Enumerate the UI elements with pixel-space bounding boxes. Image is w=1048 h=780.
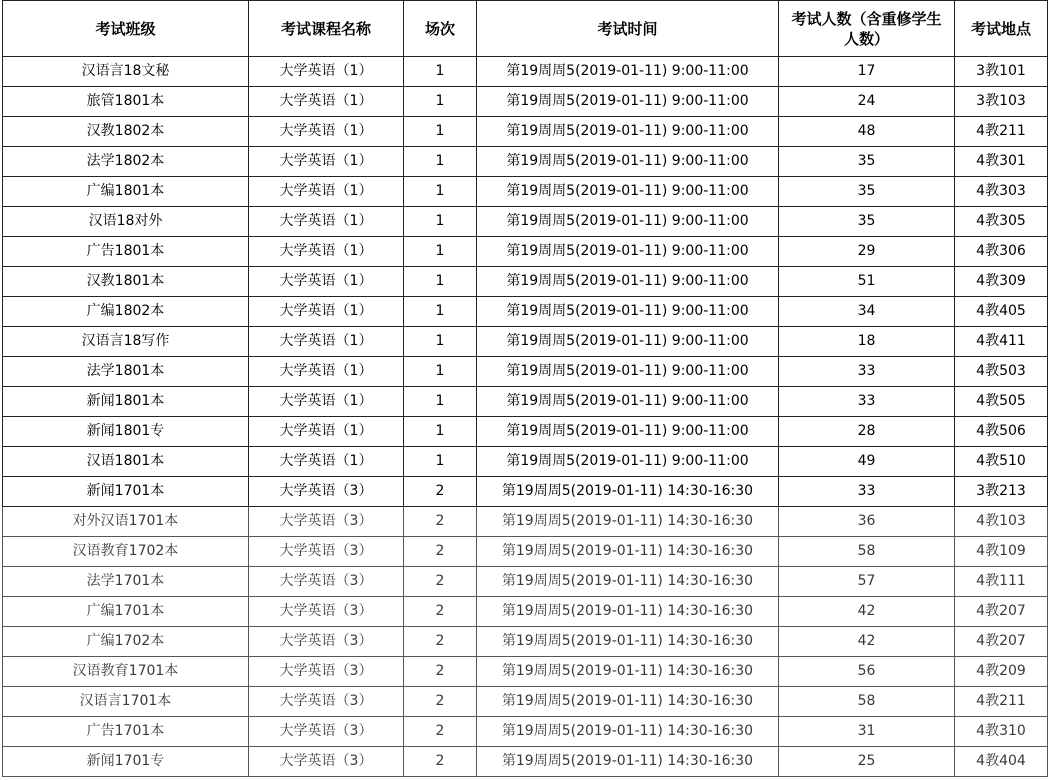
cell-count: 34 xyxy=(779,297,955,327)
cell-location: 4教309 xyxy=(955,267,1048,297)
cell-location: 4教503 xyxy=(955,357,1048,387)
table-row xyxy=(3,567,1048,597)
cell-class: 汉语言18文秘 xyxy=(3,57,249,87)
cell-time: 第19周周5(2019-01-11) 9:00-11:00 xyxy=(477,297,779,327)
cell-time: 第19周周5(2019-01-11) 9:00-11:00 xyxy=(477,327,779,357)
cell-session: 2 xyxy=(404,627,477,657)
cell-time: 第19周周5(2019-01-11) 9:00-11:00 xyxy=(477,447,779,477)
table-row xyxy=(3,717,1048,747)
cell-class: 法学1701本 xyxy=(3,567,249,597)
cell-count: 56 xyxy=(779,657,955,687)
cell-session: 1 xyxy=(404,237,477,267)
cell-course: 大学英语（1） xyxy=(249,447,404,477)
cell-course: 大学英语（1） xyxy=(249,87,404,117)
cell-count: 24 xyxy=(779,87,955,117)
cell-location: 4教305 xyxy=(955,207,1048,237)
table-row xyxy=(3,87,1048,117)
cell-time: 第19周周5(2019-01-11) 14:30-16:30 xyxy=(477,627,779,657)
cell-session: 2 xyxy=(404,747,477,777)
cell-location: 4教505 xyxy=(955,387,1048,417)
cell-session: 1 xyxy=(404,57,477,87)
cell-count: 18 xyxy=(779,327,955,357)
cell-course: 大学英语（1） xyxy=(249,417,404,447)
cell-count: 33 xyxy=(779,387,955,417)
cell-session: 1 xyxy=(404,327,477,357)
cell-count: 25 xyxy=(779,747,955,777)
cell-session: 1 xyxy=(404,87,477,117)
cell-session: 2 xyxy=(404,537,477,567)
table-row xyxy=(3,537,1048,567)
cell-session: 1 xyxy=(404,417,477,447)
cell-time: 第19周周5(2019-01-11) 14:30-16:30 xyxy=(477,537,779,567)
cell-class: 新闻1801专 xyxy=(3,417,249,447)
cell-location: 3教101 xyxy=(955,57,1048,87)
cell-session: 1 xyxy=(404,267,477,297)
cell-time: 第19周周5(2019-01-11) 9:00-11:00 xyxy=(477,387,779,417)
cell-session: 2 xyxy=(404,657,477,687)
table-row xyxy=(3,597,1048,627)
cell-location: 4教405 xyxy=(955,297,1048,327)
cell-count: 58 xyxy=(779,537,955,567)
cell-count: 17 xyxy=(779,57,955,87)
cell-time: 第19周周5(2019-01-11) 9:00-11:00 xyxy=(477,117,779,147)
table-row xyxy=(3,627,1048,657)
cell-class: 新闻1701本 xyxy=(3,477,249,507)
cell-count: 49 xyxy=(779,447,955,477)
cell-time: 第19周周5(2019-01-11) 14:30-16:30 xyxy=(477,507,779,537)
cell-course: 大学英语（3） xyxy=(249,597,404,627)
cell-count: 28 xyxy=(779,417,955,447)
cell-class: 广告1701本 xyxy=(3,717,249,747)
cell-location: 4教306 xyxy=(955,237,1048,267)
table-row xyxy=(3,267,1048,297)
cell-class: 旅管1801本 xyxy=(3,87,249,117)
cell-time: 第19周周5(2019-01-11) 9:00-11:00 xyxy=(477,357,779,387)
cell-class: 广编1701本 xyxy=(3,597,249,627)
cell-course: 大学英语（1） xyxy=(249,267,404,297)
cell-location: 4教207 xyxy=(955,597,1048,627)
cell-class: 广编1702本 xyxy=(3,627,249,657)
cell-location: 4教411 xyxy=(955,327,1048,357)
cell-class: 新闻1801本 xyxy=(3,387,249,417)
cell-course: 大学英语（1） xyxy=(249,57,404,87)
cell-course: 大学英语（3） xyxy=(249,657,404,687)
cell-class: 汉语18对外 xyxy=(3,207,249,237)
cell-session: 1 xyxy=(404,177,477,207)
cell-time: 第19周周5(2019-01-11) 9:00-11:00 xyxy=(477,147,779,177)
cell-count: 58 xyxy=(779,687,955,717)
cell-count: 33 xyxy=(779,477,955,507)
table-row xyxy=(3,687,1048,717)
cell-count: 42 xyxy=(779,597,955,627)
cell-class: 汉语教育1701本 xyxy=(3,657,249,687)
cell-course: 大学英语（3） xyxy=(249,627,404,657)
cell-class: 汉语1801本 xyxy=(3,447,249,477)
cell-time: 第19周周5(2019-01-11) 9:00-11:00 xyxy=(477,87,779,117)
cell-class: 汉教1802本 xyxy=(3,117,249,147)
cell-time: 第19周周5(2019-01-11) 9:00-11:00 xyxy=(477,267,779,297)
cell-course: 大学英语（1） xyxy=(249,177,404,207)
table-row xyxy=(3,447,1048,477)
cell-count: 48 xyxy=(779,117,955,147)
header-row xyxy=(3,1,1048,57)
cell-class: 汉教1801本 xyxy=(3,267,249,297)
cell-session: 1 xyxy=(404,147,477,177)
table-row xyxy=(3,507,1048,537)
cell-course: 大学英语（3） xyxy=(249,537,404,567)
cell-location: 4教207 xyxy=(955,627,1048,657)
cell-location: 4教103 xyxy=(955,507,1048,537)
cell-time: 第19周周5(2019-01-11) 9:00-11:00 xyxy=(477,417,779,447)
cell-course: 大学英语（1） xyxy=(249,207,404,237)
cell-class: 汉语言18写作 xyxy=(3,327,249,357)
table-row xyxy=(3,177,1048,207)
cell-class: 对外汉语1701本 xyxy=(3,507,249,537)
cell-session: 2 xyxy=(404,477,477,507)
header-location: 考试地点 xyxy=(955,1,1048,57)
cell-location: 4教404 xyxy=(955,747,1048,777)
cell-location: 4教211 xyxy=(955,117,1048,147)
cell-course: 大学英语（1） xyxy=(249,327,404,357)
cell-course: 大学英语（3） xyxy=(249,717,404,747)
table-row xyxy=(3,747,1048,777)
table-row xyxy=(3,117,1048,147)
table-row xyxy=(3,417,1048,447)
cell-class: 法学1801本 xyxy=(3,357,249,387)
cell-course: 大学英语（1） xyxy=(249,147,404,177)
cell-time: 第19周周5(2019-01-11) 9:00-11:00 xyxy=(477,57,779,87)
cell-location: 4教510 xyxy=(955,447,1048,477)
cell-session: 2 xyxy=(404,567,477,597)
cell-course: 大学英语（1） xyxy=(249,297,404,327)
cell-count: 35 xyxy=(779,147,955,177)
table-row xyxy=(3,207,1048,237)
table-header xyxy=(3,1,1048,57)
cell-course: 大学英语（3） xyxy=(249,567,404,597)
cell-session: 1 xyxy=(404,297,477,327)
cell-time: 第19周周5(2019-01-11) 14:30-16:30 xyxy=(477,597,779,627)
header-count xyxy=(779,1,955,57)
cell-course: 大学英语（3） xyxy=(249,477,404,507)
cell-session: 2 xyxy=(404,687,477,717)
cell-session: 1 xyxy=(404,447,477,477)
cell-session: 1 xyxy=(404,117,477,147)
cell-time: 第19周周5(2019-01-11) 14:30-16:30 xyxy=(477,717,779,747)
header-count-label: 考试人数（含重修学生人数） xyxy=(791,9,942,48)
cell-count: 42 xyxy=(779,627,955,657)
cell-count: 51 xyxy=(779,267,955,297)
cell-course: 大学英语（1） xyxy=(249,387,404,417)
table-row xyxy=(3,237,1048,267)
cell-time: 第19周周5(2019-01-11) 9:00-11:00 xyxy=(477,237,779,267)
cell-course: 大学英语（3） xyxy=(249,687,404,717)
cell-class: 广编1801本 xyxy=(3,177,249,207)
cell-session: 1 xyxy=(404,387,477,417)
cell-count: 36 xyxy=(779,507,955,537)
cell-time: 第19周周5(2019-01-11) 9:00-11:00 xyxy=(477,207,779,237)
cell-count: 29 xyxy=(779,237,955,267)
cell-location: 4教109 xyxy=(955,537,1048,567)
header-course: 考试课程名称 xyxy=(249,1,404,57)
cell-location: 4教301 xyxy=(955,147,1048,177)
cell-course: 大学英语（3） xyxy=(249,507,404,537)
cell-location: 4教303 xyxy=(955,177,1048,207)
cell-location: 3教213 xyxy=(955,477,1048,507)
cell-time: 第19周周5(2019-01-11) 14:30-16:30 xyxy=(477,477,779,507)
cell-time: 第19周周5(2019-01-11) 14:30-16:30 xyxy=(477,687,779,717)
table-row xyxy=(3,147,1048,177)
table-row xyxy=(3,357,1048,387)
table-row xyxy=(3,477,1048,507)
cell-time: 第19周周5(2019-01-11) 14:30-16:30 xyxy=(477,747,779,777)
cell-count: 35 xyxy=(779,177,955,207)
cell-class: 汉语教育1702本 xyxy=(3,537,249,567)
cell-course: 大学英语（1） xyxy=(249,237,404,267)
cell-location: 3教103 xyxy=(955,87,1048,117)
exam-schedule-table xyxy=(2,0,1048,777)
table-row xyxy=(3,657,1048,687)
cell-class: 汉语言1701本 xyxy=(3,687,249,717)
cell-location: 4教209 xyxy=(955,657,1048,687)
cell-time: 第19周周5(2019-01-11) 14:30-16:30 xyxy=(477,657,779,687)
cell-course: 大学英语（1） xyxy=(249,357,404,387)
header-session: 场次 xyxy=(404,1,477,57)
cell-course: 大学英语（1） xyxy=(249,117,404,147)
cell-location: 4教211 xyxy=(955,687,1048,717)
table-row xyxy=(3,297,1048,327)
cell-time: 第19周周5(2019-01-11) 14:30-16:30 xyxy=(477,567,779,597)
table-body xyxy=(3,57,1048,777)
header-class: 考试班级 xyxy=(3,1,249,57)
table-row xyxy=(3,57,1048,87)
cell-class: 广编1802本 xyxy=(3,297,249,327)
cell-session: 2 xyxy=(404,507,477,537)
cell-count: 31 xyxy=(779,717,955,747)
cell-course: 大学英语（3） xyxy=(249,747,404,777)
table-row xyxy=(3,387,1048,417)
header-time: 考试时间 xyxy=(477,1,779,57)
table-row xyxy=(3,327,1048,357)
cell-class: 新闻1701专 xyxy=(3,747,249,777)
cell-count: 35 xyxy=(779,207,955,237)
cell-count: 33 xyxy=(779,357,955,387)
cell-location: 4教506 xyxy=(955,417,1048,447)
cell-class: 广告1801本 xyxy=(3,237,249,267)
cell-session: 1 xyxy=(404,357,477,387)
cell-session: 2 xyxy=(404,597,477,627)
cell-session: 1 xyxy=(404,207,477,237)
cell-session: 2 xyxy=(404,717,477,747)
cell-count: 57 xyxy=(779,567,955,597)
cell-class: 法学1802本 xyxy=(3,147,249,177)
cell-time: 第19周周5(2019-01-11) 9:00-11:00 xyxy=(477,177,779,207)
cell-location: 4教310 xyxy=(955,717,1048,747)
cell-location: 4教111 xyxy=(955,567,1048,597)
